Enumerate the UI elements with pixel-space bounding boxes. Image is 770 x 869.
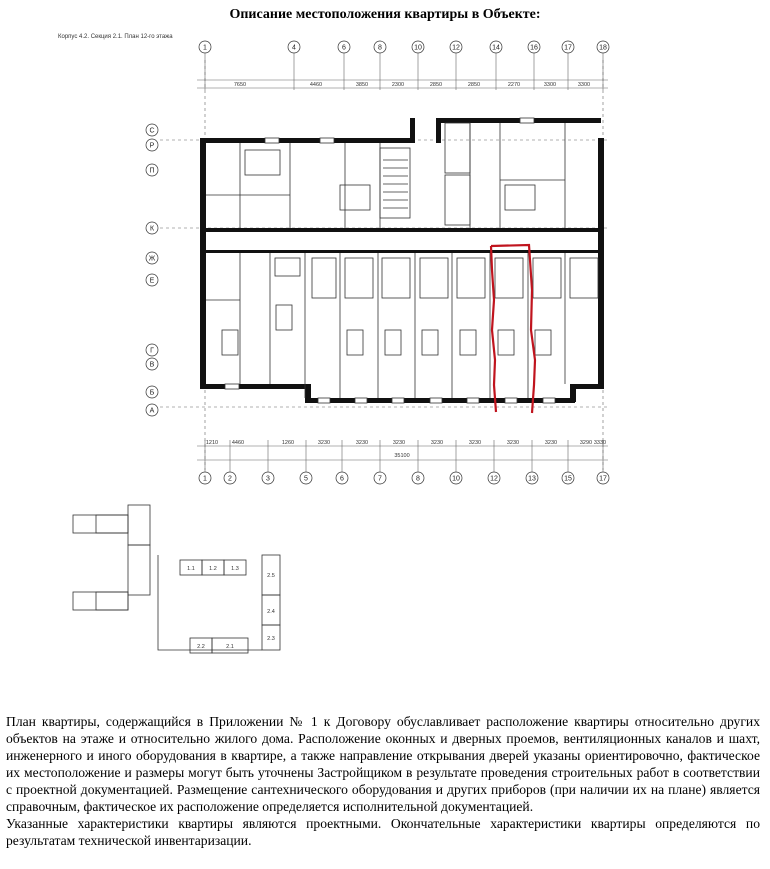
bottom-dimension-label: 3230	[544, 440, 558, 446]
top-dimensions	[234, 82, 590, 88]
top-axis-marker	[562, 41, 574, 53]
top-dimension-label: 2850	[467, 82, 481, 88]
top-dimension-label: 4460	[309, 82, 323, 88]
bottom-dimension-label: 3330	[593, 440, 607, 446]
key-plan-label: 2.5	[267, 573, 275, 579]
key-plan-label: 1.1	[187, 566, 195, 572]
top-dimension-label: 3300	[577, 82, 591, 88]
svg-text:14: 14	[492, 44, 500, 52]
key-plan-label: 2.3	[267, 636, 275, 642]
top-dimension-label: 3300	[543, 82, 557, 88]
left-axis-marker	[146, 252, 158, 264]
total-dimension: 35100	[394, 453, 410, 459]
left-axis-marker	[146, 344, 158, 356]
key-plan-label: 2.1	[226, 644, 234, 650]
svg-text:Р: Р	[149, 142, 155, 150]
bottom-axis-markers	[199, 440, 609, 484]
top-dimension-label: 2300	[391, 82, 405, 88]
bottom-axis-marker	[450, 472, 462, 484]
bottom-dimension-label: 1210	[205, 440, 219, 446]
bottom-dimension-label: 3290	[579, 440, 593, 446]
key-plan-label: 2.2	[197, 644, 205, 650]
bottom-axis-marker	[597, 472, 609, 484]
svg-text:12: 12	[490, 475, 498, 483]
bottom-dimension-label: 3230	[317, 440, 331, 446]
top-axis-marker	[490, 41, 502, 53]
bottom-axis-marker	[488, 472, 500, 484]
svg-text:3: 3	[266, 475, 270, 483]
svg-text:К: К	[149, 225, 155, 233]
bottom-dimensions	[206, 440, 606, 446]
svg-text:8: 8	[378, 44, 382, 52]
bottom-axis-marker	[336, 472, 348, 484]
svg-text:8: 8	[416, 475, 420, 483]
top-axis-marker	[338, 41, 350, 53]
description-text	[6, 713, 760, 849]
svg-text:18: 18	[599, 44, 607, 52]
bottom-axis-marker	[199, 472, 211, 484]
svg-text:7: 7	[378, 475, 382, 483]
svg-text:Г: Г	[150, 347, 154, 355]
staircase	[383, 160, 408, 208]
paragraph-plan-disclaimer: План квартиры, содержащийся в Приложении № 1 к Договору обуславливает расположение квартиры относительно других объектов на этаже и относительно жилого дома. Расположение оконных и дверных проемов, вентиляционных каналов и шахт, инженерного и иного оборудования в квартире, а также направление открывания дверей указаны ориентировочно, фактическое их местоположение и размеры могут быть уточнены Застройщиком в результате проведения строительных работ в соответствии с проектной документацией. Размещение сантехнического оборудования и других приборов (при наличии их на плане) является справочным, фактическое их расположение определяется исполнительной документацией.	[6, 714, 760, 814]
svg-text:16: 16	[530, 44, 538, 52]
bottom-dimension-label: 3230	[355, 440, 369, 446]
svg-text:Ж: Ж	[148, 255, 156, 263]
top-dimension-label: 2270	[507, 82, 521, 88]
plan-caption: Корпус 4.2. Секция 2.1. План 12-го этажа	[58, 34, 173, 40]
bottom-axis-marker	[300, 472, 312, 484]
key-plan-label: 1.3	[231, 566, 239, 572]
svg-text:Е: Е	[149, 277, 155, 285]
top-axis-marker	[528, 41, 540, 53]
svg-text:В: В	[149, 361, 155, 369]
paragraph-characteristics: Указанные характеристики квартиры являются проектными. Окончательные характеристики квартиры определяются по результатам технической инвентаризации.	[6, 816, 760, 848]
svg-text:10: 10	[414, 44, 422, 52]
left-axis-marker	[146, 274, 158, 286]
bottom-dimension-label: 3230	[392, 440, 406, 446]
left-axis-marker	[146, 404, 158, 416]
svg-text:5: 5	[304, 475, 308, 483]
left-axis-marker	[146, 358, 158, 370]
svg-text:17: 17	[564, 44, 572, 52]
key-plan-label: 1.2	[209, 566, 217, 572]
top-axis-marker	[374, 41, 386, 53]
svg-text:15: 15	[564, 475, 572, 483]
left-axis-marker	[146, 164, 158, 176]
bottom-dimension-label: 4460	[231, 440, 245, 446]
top-axis-marker	[199, 41, 211, 53]
svg-text:Б: Б	[149, 389, 155, 397]
interior-partitions	[206, 123, 565, 398]
svg-text:С: С	[149, 127, 155, 135]
svg-text:А: А	[149, 407, 155, 415]
svg-text:2: 2	[228, 475, 232, 483]
bottom-dimension-label: 1260	[281, 440, 295, 446]
bottom-dimension-label: 3230	[506, 440, 520, 446]
svg-text:17: 17	[599, 475, 607, 483]
document-title: Описание местоположения квартиры в Объекте:	[229, 7, 541, 22]
svg-text:10: 10	[452, 475, 460, 483]
bottom-axis-marker	[526, 472, 538, 484]
bottom-axis-marker	[412, 472, 424, 484]
top-axis-marker	[597, 41, 609, 53]
left-axis-marker	[146, 386, 158, 398]
svg-text:4: 4	[292, 44, 296, 52]
bottom-axis-marker	[224, 472, 236, 484]
key-plan	[73, 505, 280, 653]
bottom-axis-marker	[374, 472, 386, 484]
key-plan-label: 2.4	[267, 609, 275, 615]
svg-text:13: 13	[528, 475, 536, 483]
left-axis-marker	[146, 222, 158, 234]
svg-text:1: 1	[203, 475, 207, 483]
highlighted-apartment-outline	[491, 245, 535, 413]
windows	[225, 118, 555, 403]
bottom-axis-marker	[562, 472, 574, 484]
bottom-dimension-label: 3230	[468, 440, 482, 446]
bottom-dimension-label: 3230	[430, 440, 444, 446]
svg-text:1: 1	[203, 44, 207, 52]
svg-text:6: 6	[342, 44, 346, 52]
top-dimension-label: 3850	[355, 82, 369, 88]
svg-text:6: 6	[340, 475, 344, 483]
top-axis-marker	[288, 41, 300, 53]
top-axis-marker	[450, 41, 462, 53]
top-dimension-label: 7650	[233, 82, 247, 88]
top-axis-marker	[412, 41, 424, 53]
building-walls	[200, 118, 604, 403]
left-axis-markers	[146, 124, 158, 416]
left-axis-marker	[146, 124, 158, 136]
bottom-axis-marker	[262, 472, 274, 484]
top-dimension-label: 2850	[429, 82, 443, 88]
left-axis-marker	[146, 139, 158, 151]
svg-text:12: 12	[452, 44, 460, 52]
svg-text:П: П	[149, 167, 155, 175]
